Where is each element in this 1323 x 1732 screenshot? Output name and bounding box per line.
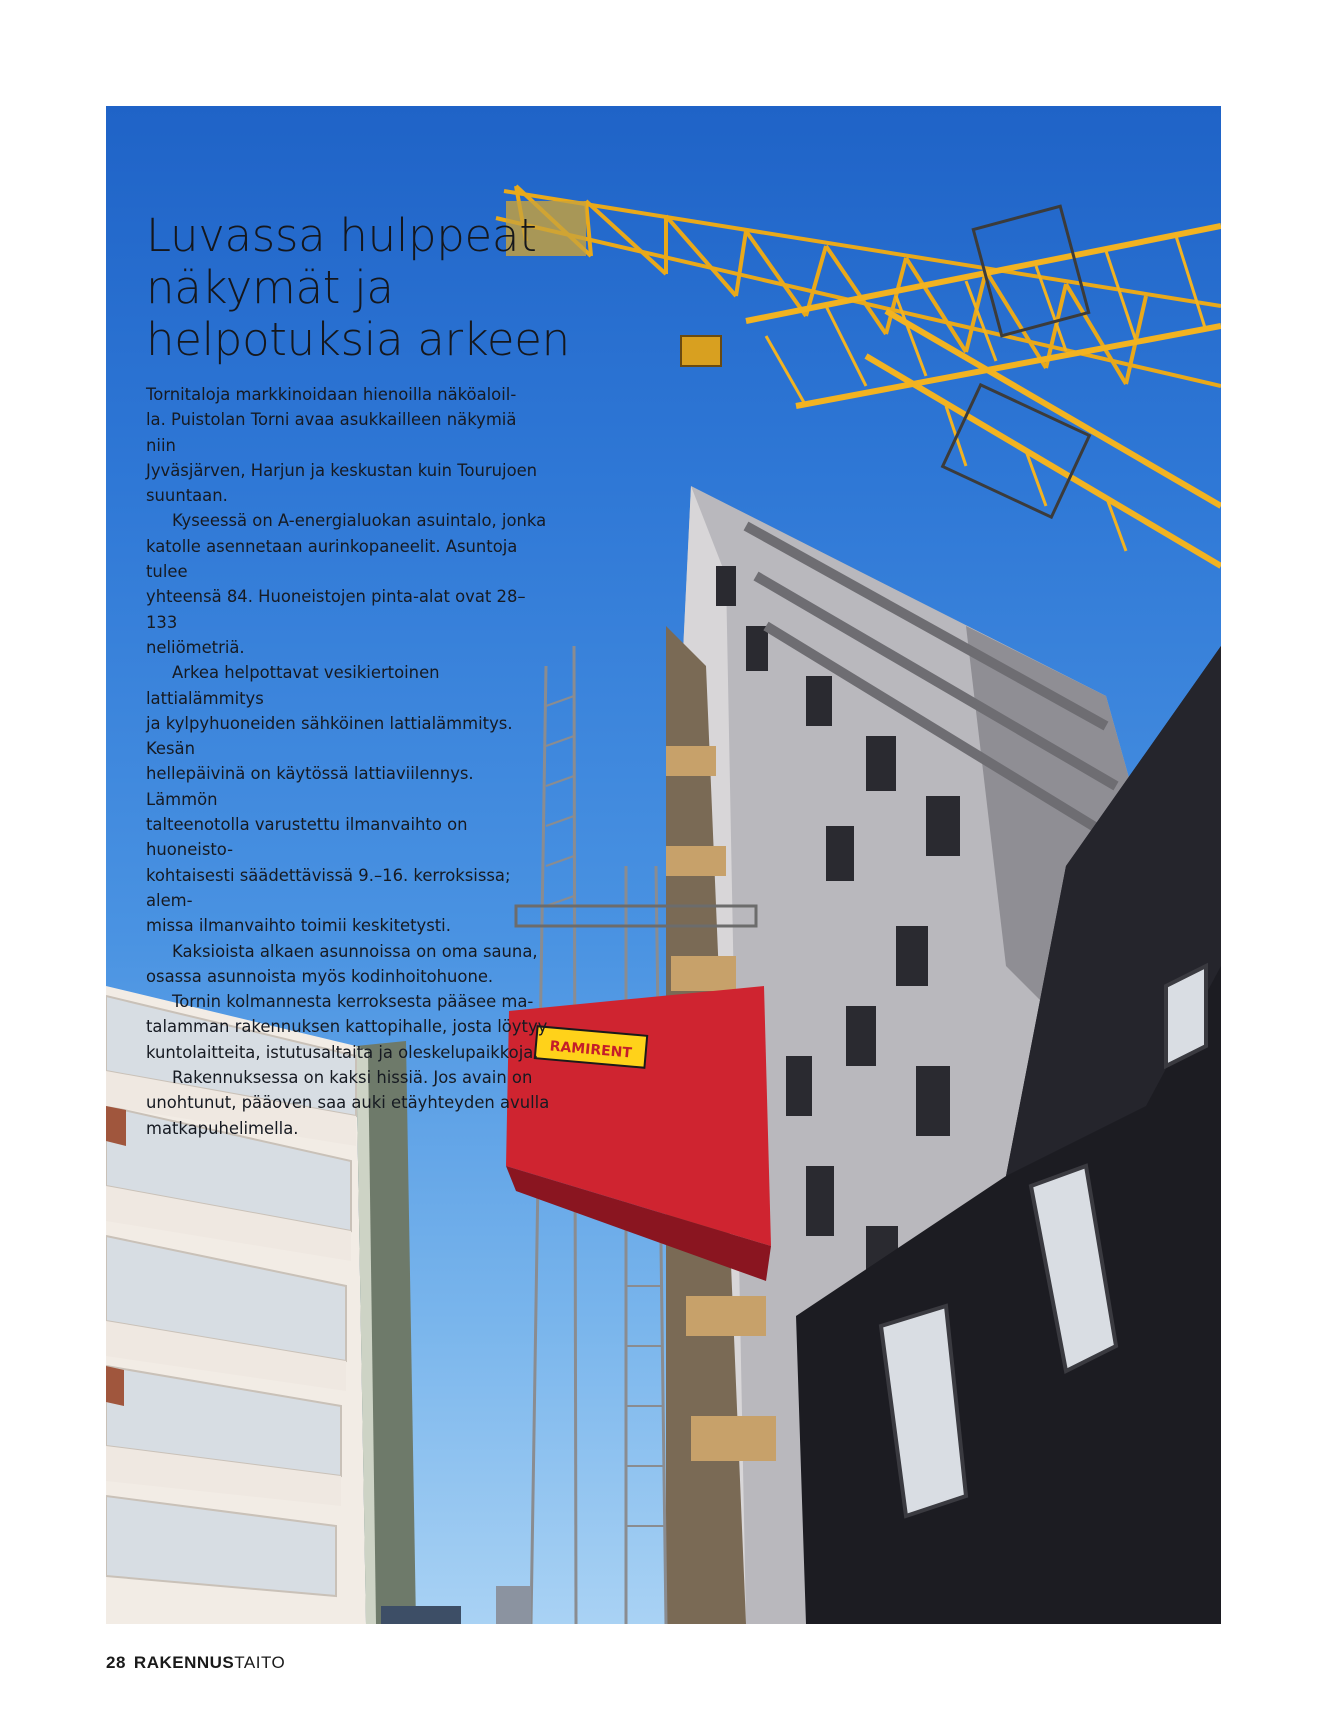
body-line: Rakennuksessa on kaksi hissiä. Jos avain on: [172, 1068, 533, 1088]
body-line: kohtaisesti säädettävissä 9.–16. kerroksissa; alem-: [146, 865, 511, 910]
body-line: la. Puistolan Torni avaa asukkailleen näkymiä niin: [146, 410, 517, 455]
magazine-name-bold: RAKENNUS: [133, 1653, 235, 1672]
body-line: osassa asunnoista myös kodinhoitohuone.: [146, 966, 494, 986]
headline: [146, 210, 570, 366]
body-line: hellepäivinä on käytössä lattiaviilennys. Lämmön: [146, 764, 474, 809]
body-line: Arkea helpottavat vesikiertoinen lattialämmitys: [146, 663, 440, 708]
body-line: talteenotolla varustettu ilmanvaihto on huoneisto-: [146, 815, 468, 860]
magazine-name-light: TAITO: [234, 1653, 286, 1672]
body-line: kuntolaitteita, istutusaltaita ja oleskelupaikkoja.: [146, 1042, 539, 1062]
body-line: Tornitaloja markkinoidaan hienoilla näköaloil-: [146, 385, 517, 404]
body-line: ja kylpyhuoneiden sähköinen lattialämmitys. Kesän: [146, 713, 513, 759]
page-number: 28: [106, 1653, 126, 1672]
headline-line-1: Luvassa hulppeat: [146, 209, 537, 262]
headline-line-3: helpotuksia arkeen: [146, 313, 570, 366]
tower-crane: [496, 186, 1221, 566]
hoist-sign-text: RAMIRENT: [549, 1038, 633, 1062]
body-line: Kaksioista alkaen asunnoissa on oma sauna,: [172, 941, 538, 961]
article-body: [146, 382, 550, 1141]
body-line: Jyväsjärven, Harjun ja keskustan kuin Tourujoen: [146, 460, 538, 480]
headline-line-2: näkymät ja: [146, 261, 394, 314]
body-line: yhteensä 84. Huoneistojen pinta-alat ovat 28–133: [146, 587, 526, 632]
body-line: unohtunut, pääoven saa auki etäyhteyden avulla: [146, 1093, 550, 1113]
body-line: suuntaan.: [146, 486, 228, 506]
body-line: matkapuhelimella.: [146, 1118, 299, 1138]
page-footer: [106, 1653, 285, 1673]
body-line: neliömetriä.: [146, 637, 245, 657]
body-line: missa ilmanvaihto toimii keskitetysti.: [146, 916, 451, 936]
body-line: Tornin kolmannesta kerroksesta pääsee ma-: [172, 992, 534, 1012]
body-line: talamman rakennuksen kattopihalle, josta löytyy: [146, 1017, 548, 1037]
body-line: Kyseessä on A-energialuokan asuintalo, jonka: [172, 511, 547, 531]
body-line: katolle asennetaan aurinkopaneelit. Asuntoja tulee: [146, 536, 518, 582]
